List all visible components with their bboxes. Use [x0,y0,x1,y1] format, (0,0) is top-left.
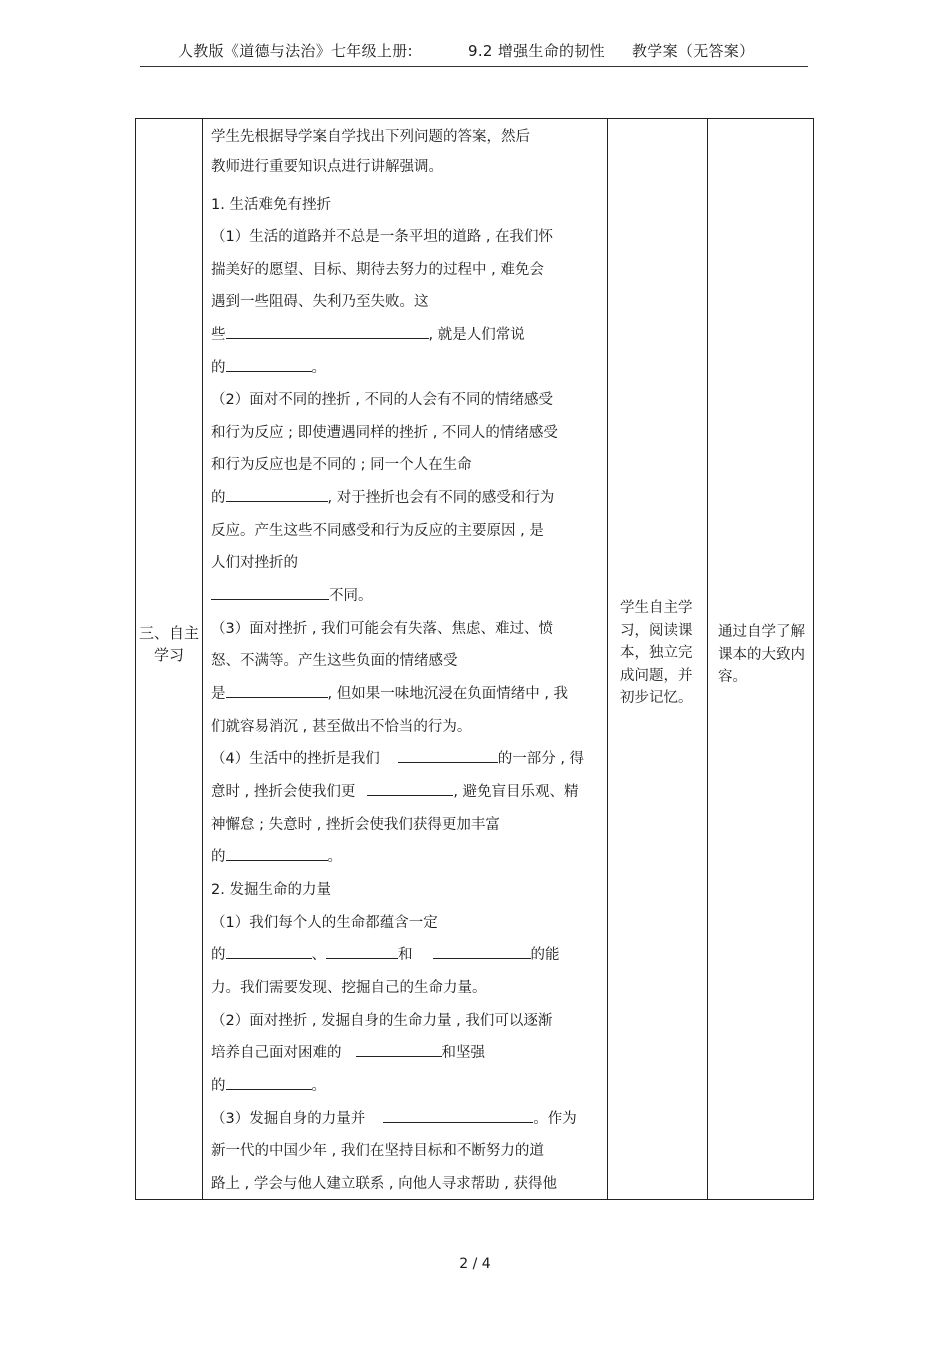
page-number: 2 / 4 [459,1256,491,1272]
fill-blank[interactable] [326,944,398,959]
line-text: 的 [211,490,226,506]
line-text: , 但如果一味地沉浸在负面情绪中 , 我 [327,686,569,702]
content-line [211,1074,326,1095]
fill-blank[interactable] [356,1042,442,1057]
content-line: （1）我们每个人的生命都蕴含一定 [211,915,438,931]
content-line [211,486,554,507]
design-intent-cell [708,119,815,1199]
line-text: 和 [398,947,413,963]
page-header [140,38,808,67]
section-cell [136,119,202,1199]
fill-blank[interactable] [226,944,312,959]
fill-blank[interactable] [367,781,453,796]
fill-blank[interactable] [398,748,498,763]
content-line [211,845,342,866]
line-text: 和坚强 [441,1045,485,1061]
line-text: 的能 [530,947,560,963]
content-line [211,356,326,377]
line-text: 。 [327,849,342,865]
line-text: （3）发掘自身的力量并 [211,1111,366,1127]
content-cell [203,119,608,1199]
fill-blank[interactable] [211,585,329,600]
section-label: 三、自主学习 [138,624,199,664]
content-line [211,682,568,703]
lesson-table [135,118,814,1200]
line-text: , 避免盲目乐观、精 [453,784,579,800]
line-text: 培养自己面对困难的 [211,1045,342,1061]
content-line: 力。我们需要发现、挖掘自己的生命力量。 [211,980,487,996]
content-line: 遇到一些阻碍、失利乃至失败。这 [211,294,429,310]
line-text: 。作为 [533,1111,577,1127]
line-text: 的 [211,849,226,865]
fill-blank[interactable] [226,324,429,339]
content-line: 学生先根据导学案自学找出下列问题的答案，然后 [211,129,530,145]
line-text: 。 [311,360,326,376]
content-line: （2）面对挫折 , 发掘自身的生命力量 , 我们可以逐渐 [211,1013,553,1029]
line-text: 。 [311,1078,326,1094]
line-text: 的 [211,1078,226,1094]
content-line [211,1041,485,1062]
line-text: （4）生活中的挫折是我们 [211,751,380,767]
content-heading: 2. 发掘生命的力量 [211,882,331,898]
header-book-title: 人教版《道德与法治》七年级上册: [178,42,413,60]
line-text: 意时 , 挫折会使我们更 [211,784,356,800]
fill-blank[interactable] [226,846,328,861]
content-line: 路上 , 学会与他人建立联系 , 向他人寻求帮助 , 获得他 [211,1176,557,1192]
line-text: 、 [311,947,326,963]
line-text: 是 [211,686,226,702]
content-line [211,584,373,605]
content-line: 人们对挫折的 [211,555,298,571]
content-heading: 1. 生活难免有挫折 [211,197,331,213]
header-lesson-title: 9.2 增强生命的韧性 [468,42,605,60]
line-text: 不同。 [329,588,373,604]
content-line [211,780,579,801]
fill-blank[interactable] [383,1108,533,1123]
line-text: 的 [211,360,226,376]
content-line: 和行为反应 ; 即使遭遇同样的挫折 , 不同人的情绪感受 [211,425,558,441]
content-line: 们就容易消沉 , 甚至做出不恰当的行为。 [211,719,472,735]
content-line: 教师进行重要知识点进行讲解强调。 [211,159,443,175]
content-line: （3）面对挫折 , 我们可能会有失落、焦虑、难过、愤 [211,621,554,637]
content-line: 和行为反应也是不同的 ; 同一个人在生命 [211,457,472,473]
line-text: , 对于挫折也会有不同的感受和行为 [327,490,555,506]
content-line: 神懈怠 ; 失意时 , 挫折会使我们获得更加丰富 [211,817,500,833]
student-activity-cell [608,119,708,1199]
design-intent-text: 通过自学了解课本的大致内容。 [718,624,805,685]
line-text: 些 [211,327,226,343]
fill-blank[interactable] [226,357,312,372]
content-line [211,943,560,964]
fill-blank[interactable] [433,944,531,959]
content-line: （1）生活的道路并不总是一条平坦的道路 , 在我们怀 [211,229,554,245]
student-activity-text: 学生自主学习，阅读课本，独立完成问题，并初步记忆。 [620,600,693,706]
line-text: 的 [211,947,226,963]
content-line: 揣美好的愿望、目标、期待去努力的过程中 , 难免会 [211,262,544,278]
line-text: , 就是人们常说 [428,327,525,343]
content-line: 新一代的中国少年 , 我们在坚持目标和不断努力的道 [211,1143,544,1159]
fill-blank[interactable] [226,487,328,502]
content-line [211,323,525,344]
fill-blank[interactable] [226,683,328,698]
content-line: 反应。产生这些不同感受和行为反应的主要原因 , 是 [211,523,544,539]
header-doc-type: 教学案（无答案） [632,42,755,60]
line-text: 的一部分 , 得 [497,751,585,767]
content-line [211,747,584,768]
content-line: （2）面对不同的挫折 , 不同的人会有不同的情绪感受 [211,392,554,408]
content-line: 怒、不满等。产生这些负面的情绪感受 [211,653,458,669]
content-line [211,1107,577,1128]
fill-blank[interactable] [226,1075,312,1090]
